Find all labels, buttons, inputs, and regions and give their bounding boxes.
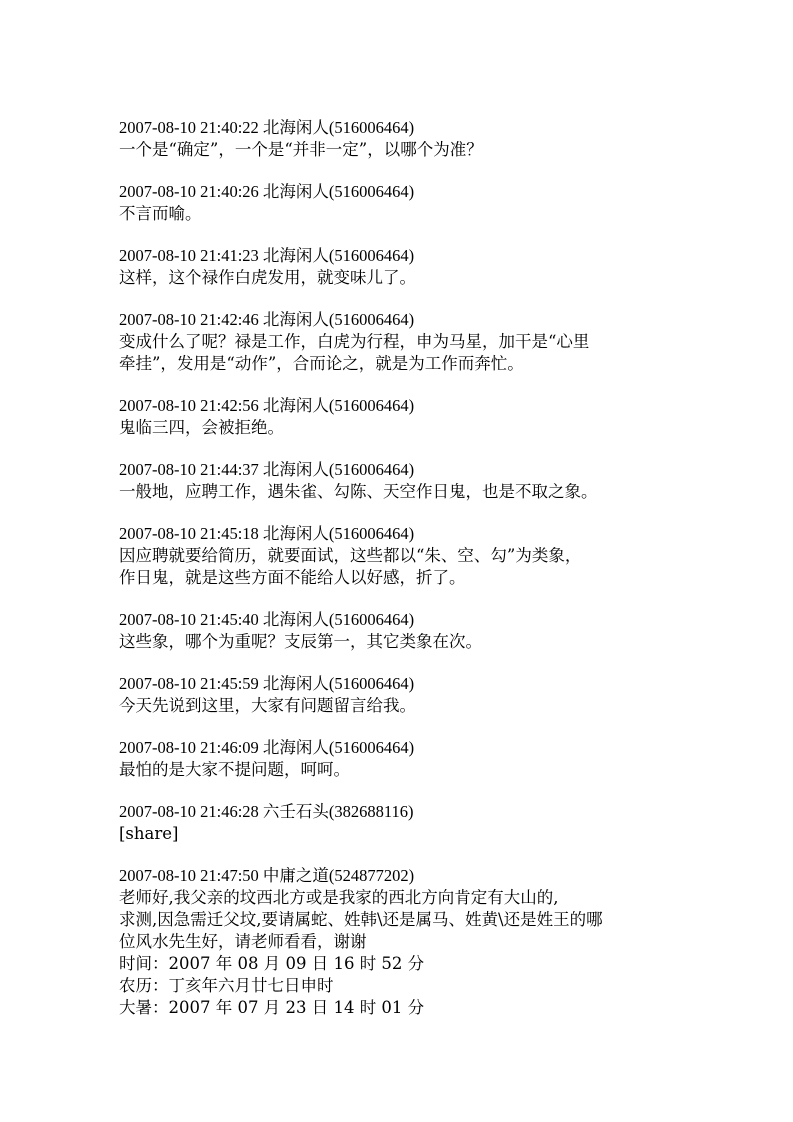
message-header: 2007-08-10 21:45:40 北海闲人(516006464) bbox=[119, 610, 415, 629]
message-1 bbox=[119, 117, 719, 161]
message-7 bbox=[119, 523, 719, 589]
message-header: 2007-08-10 21:41:23 北海闲人(516006464) bbox=[119, 246, 415, 265]
message-text: 最怕的是大家不提问题，呵呵。 bbox=[119, 760, 350, 779]
message-header: 2007-08-10 21:45:59 北海闲人(516006464) bbox=[119, 674, 415, 693]
message-text: 不言而喻。 bbox=[119, 204, 202, 223]
message-3 bbox=[119, 245, 719, 289]
message-text: 时间：2007 年 08 月 09 日 16 时 52 分 bbox=[119, 954, 425, 973]
message-9 bbox=[119, 673, 719, 717]
message-text: 今天先说到这里，大家有问题留言给我。 bbox=[119, 696, 416, 715]
message-text: 农历：丁亥年六月廿七日申时 bbox=[119, 976, 334, 995]
message-text: 这些象，哪个为重呢？支辰第一，其它类象在次。 bbox=[119, 632, 482, 651]
message-text: 牵挂”，发用是“动作”，合而论之，就是为工作而奔忙。 bbox=[119, 354, 524, 373]
chat-log-document bbox=[119, 117, 719, 1039]
message-text: 大暑：2007 年 07 月 23 日 14 时 01 分 bbox=[119, 998, 425, 1017]
message-text: 老师好,我父亲的坟西北方或是我家的西北方向肯定有大山的, bbox=[119, 888, 559, 907]
message-text: 鬼临三四，会被拒绝。 bbox=[119, 418, 284, 437]
message-header: 2007-08-10 21:40:26 北海闲人(516006464) bbox=[119, 182, 415, 201]
message-5 bbox=[119, 395, 719, 439]
message-11 bbox=[119, 801, 719, 845]
message-header: 2007-08-10 21:40:22 北海闲人(516006464) bbox=[119, 118, 415, 137]
message-text: 因应聘就要给简历，就要面试，这些都以“朱、空、勾”为类象， bbox=[119, 546, 582, 565]
message-text: 作日鬼，就是这些方面不能给人以好感，折了。 bbox=[119, 568, 466, 587]
message-text: 这样，这个禄作白虎发用，就变味儿了。 bbox=[119, 268, 416, 287]
message-text: 求测,因急需迁父坟,要请属蛇、姓韩\还是属马、姓黄\还是姓王的哪 bbox=[119, 910, 603, 929]
message-header: 2007-08-10 21:44:37 北海闲人(516006464) bbox=[119, 460, 415, 479]
message-text: 一般地，应聘工作，遇朱雀、勾陈、天空作日鬼，也是不取之象。 bbox=[119, 482, 598, 501]
message-text: 一个是“确定”，一个是“并非一定”，以哪个为准？ bbox=[119, 140, 483, 159]
message-8 bbox=[119, 609, 719, 653]
message-12 bbox=[119, 865, 719, 1019]
message-header: 2007-08-10 21:47:50 中庸之道(524877202) bbox=[119, 866, 415, 885]
message-text: [share] bbox=[119, 824, 179, 843]
message-header: 2007-08-10 21:45:18 北海闲人(516006464) bbox=[119, 524, 415, 543]
message-header: 2007-08-10 21:46:28 六壬石头(382688116) bbox=[119, 802, 414, 821]
message-text: 变成什么了呢？禄是工作，白虎为行程，申为马星，加干是“心里 bbox=[119, 332, 590, 351]
message-2 bbox=[119, 181, 719, 225]
message-header: 2007-08-10 21:46:09 北海闲人(516006464) bbox=[119, 738, 415, 757]
message-header: 2007-08-10 21:42:56 北海闲人(516006464) bbox=[119, 396, 415, 415]
message-10 bbox=[119, 737, 719, 781]
message-6 bbox=[119, 459, 719, 503]
message-4 bbox=[119, 309, 719, 375]
message-text: 位风水先生好，请老师看看，谢谢 bbox=[119, 932, 367, 951]
message-header: 2007-08-10 21:42:46 北海闲人(516006464) bbox=[119, 310, 415, 329]
